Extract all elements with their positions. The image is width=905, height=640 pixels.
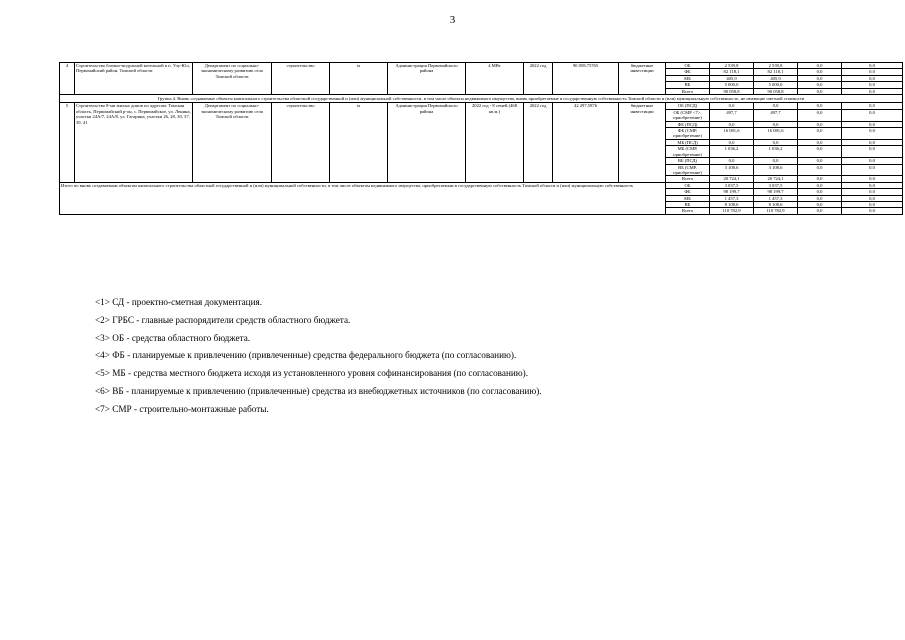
- customer: Администрация Первомайского района: [388, 63, 466, 95]
- funding-amount-3: 0,0: [798, 189, 842, 195]
- estimated-cost: 90 058,75765: [553, 63, 619, 95]
- object-name: Строительство блочно-модульной котельной в п. Улу-Юл, Первомайский район, Томской области: [75, 63, 193, 95]
- table-row: [60, 182, 903, 188]
- estimated-cost: 42 297,5876: [553, 103, 619, 182]
- capital-construction-table: [59, 62, 903, 215]
- funding-source: ОБ: [666, 63, 710, 69]
- funding-amount-4: 0,0: [842, 164, 903, 176]
- funding-amount-2: 405,9: [754, 75, 798, 81]
- customer: Администрация Первомайского района: [388, 103, 466, 182]
- funding-source: ФБ: [666, 69, 710, 75]
- funding-amount-1: 20 724,1: [710, 176, 754, 182]
- funding-source: ОБ (СМР <7>, приобретение): [666, 109, 710, 121]
- funding-amount-1: 16 081,6: [710, 128, 754, 140]
- funding-source: ВБ: [666, 201, 710, 207]
- funding-source: ФБ (СМР, приобретение): [666, 128, 710, 140]
- footnote-7: <7> СМР - строительно-монтажные работы.: [95, 403, 269, 414]
- funding-amount-3: 0,0: [798, 82, 842, 88]
- funding-amount-1: 0,0: [710, 158, 754, 164]
- footnote-6: <6> ВБ - планируемые к привлечению (привлеченные) средства из внебюджетных источников (по согласованию).: [95, 385, 542, 396]
- work-type: строительство: [272, 103, 330, 182]
- funding-amount-2: 497,7: [754, 109, 798, 121]
- footnote-4: <4> ФБ - планируемые к привлечению (привлеченные) средства федерального бюджета (по согласованию).: [95, 350, 517, 361]
- funding-amount-4: 0,0: [842, 103, 903, 109]
- funding-amount-4: 0,0: [842, 176, 903, 182]
- funding-source: МБ (СМР, приобретение): [666, 146, 710, 158]
- funding-amount-2: 16 081,6: [754, 128, 798, 140]
- funding-amount-3: 0,0: [798, 103, 842, 109]
- funding-amount-4: 0,0: [842, 88, 903, 94]
- funding-amount-3: 0,0: [798, 75, 842, 81]
- funding-amount-3: 0,0: [798, 182, 842, 188]
- funding-amount-2: 0,0: [754, 139, 798, 145]
- funding-amount-4: 0,0: [842, 182, 903, 188]
- funding-source: ВБ: [666, 82, 710, 88]
- funding-amount-3: 0,0: [798, 109, 842, 121]
- funding-amount-3: 0,0: [798, 201, 842, 207]
- funding-amount-2: 3 108,6: [754, 164, 798, 176]
- investment-form: бюджетные инвестиции: [619, 63, 666, 95]
- funding-source: МБ (ПСД): [666, 139, 710, 145]
- investment-form: бюджетные инвестиции: [619, 103, 666, 182]
- funding-amount-1: 0,0: [710, 139, 754, 145]
- funding-amount-4: 0,0: [842, 109, 903, 121]
- funding-amount-1: 1 036,2: [710, 146, 754, 158]
- funding-amount-4: 0,0: [842, 121, 903, 127]
- funding-source: ОБ: [666, 182, 710, 188]
- funding-amount-1: 90 058,8: [710, 88, 754, 94]
- funding-source: ВБ (ПСД): [666, 158, 710, 164]
- funding-amount-3: 0,0: [798, 164, 842, 176]
- funding-amount-1: 3 108,6: [710, 164, 754, 176]
- funding-amount-1: 1 457,3: [710, 195, 754, 201]
- capacity: 4 МВт: [466, 63, 524, 95]
- funding-amount-3: 0,0: [798, 121, 842, 127]
- funding-amount-2: 1 036,2: [754, 146, 798, 158]
- funding-amount-3: 0,0: [798, 158, 842, 164]
- funding-amount-1: 110 782,9: [710, 208, 754, 214]
- funding-amount-1: 3 037,5: [710, 182, 754, 188]
- funding-source: ОБ (ПСД): [666, 103, 710, 109]
- funding-amount-4: 0,0: [842, 75, 903, 81]
- funding-amount-2: 2 539,8: [754, 63, 798, 69]
- funding-amount-2: 5 000,0: [754, 82, 798, 88]
- funding-amount-2: 0,0: [754, 158, 798, 164]
- funding-amount-2: 98 199,7: [754, 189, 798, 195]
- table-row: [60, 63, 903, 69]
- funding-source: ФБ: [666, 189, 710, 195]
- funding-amount-4: 0,0: [842, 189, 903, 195]
- unit: м: [330, 103, 388, 182]
- work-type: строительство: [272, 63, 330, 95]
- funding-amount-4: 0,0: [842, 82, 903, 88]
- deadline-year: 2022 год: [524, 63, 553, 95]
- totals-label: Итого по вновь создаваемым объектам капитального строительства областной государственной и (или) муниципальной собственности, в том числе объектам недвижимого имущества, приобретаемым в государственную собственность Томской области и (или) муниципальную собственность: [60, 182, 666, 214]
- footnote-5: <5> МБ - средства местного бюджета исходя из установленного уровня софинансирования (по согласованию).: [95, 368, 529, 379]
- funding-amount-1: 8 108,6: [710, 201, 754, 207]
- funding-source: Всего: [666, 208, 710, 214]
- funding-amount-4: 0,0: [842, 139, 903, 145]
- funding-amount-3: 0,0: [798, 176, 842, 182]
- funding-amount-2: 1 457,3: [754, 195, 798, 201]
- grbs: Департамент по социально-экономическому развитию села Томской области: [193, 63, 272, 95]
- funding-source: Всего: [666, 176, 710, 182]
- funding-amount-3: 0,0: [798, 146, 842, 158]
- funding-amount-3: 0,0: [798, 88, 842, 94]
- unit: м: [330, 63, 388, 95]
- funding-amount-1: 497,7: [710, 109, 754, 121]
- funding-source: ВБ (СМР, приобретение): [666, 164, 710, 176]
- funding-amount-4: 0,0: [842, 128, 903, 140]
- funding-source: Всего: [666, 88, 710, 94]
- funding-amount-1: 0,0: [710, 121, 754, 127]
- footnotes: [95, 294, 855, 419]
- object-name: Строительство 8-ми жилых домов по адресам: Томская область, Первомайский р-он, с. Первомайское, ул. Ленина, участки 24А/7, 24А/8, ул. Гагарина, участки 26, 28, 30, 37, 39, 41: [75, 103, 193, 182]
- capacity: 2022 год - 8 семей (468 кв.м.): [466, 103, 524, 182]
- object-number: 4: [60, 63, 75, 95]
- funding-amount-4: 0,0: [842, 69, 903, 75]
- funding-amount-3: 0,0: [798, 208, 842, 214]
- funding-amount-2: 0,0: [754, 121, 798, 127]
- funding-source: МБ: [666, 75, 710, 81]
- page-number: 3: [449, 14, 456, 26]
- funding-amount-4: 0,0: [842, 201, 903, 207]
- funding-amount-3: 0,0: [798, 69, 842, 75]
- funding-amount-2: 0,0: [754, 103, 798, 109]
- funding-amount-1: 405,9: [710, 75, 754, 81]
- deadline-year: 2022 год: [524, 103, 553, 182]
- funding-source: МБ: [666, 195, 710, 201]
- funding-amount-4: 0,0: [842, 208, 903, 214]
- funding-amount-1: 5 000,0: [710, 82, 754, 88]
- footnote-1: <1> СД - проектно-сметная документация.: [95, 297, 263, 307]
- footnote-2: <2> ГРБС - главные распорядители средств областного бюджета.: [95, 314, 351, 325]
- funding-amount-1: 82 118,1: [710, 69, 754, 75]
- footnote-3: <3> ОБ - средства областного бюджета.: [95, 332, 251, 343]
- funding-amount-2: 110 782,9: [754, 208, 798, 214]
- funding-amount-2: 20 724,1: [754, 176, 798, 182]
- grbs: Департамент по социально-экономическому развитию села Томской области: [193, 103, 272, 182]
- funding-amount-3: 0,0: [798, 128, 842, 140]
- funding-source: ФБ (ПСД): [666, 121, 710, 127]
- funding-amount-2: 3 037,5: [754, 182, 798, 188]
- funding-amount-1: 98 199,7: [710, 189, 754, 195]
- funding-amount-2: 82 118,1: [754, 69, 798, 75]
- funding-amount-4: 0,0: [842, 63, 903, 69]
- funding-amount-1: 2 539,8: [710, 63, 754, 69]
- funding-amount-4: 0,0: [842, 195, 903, 201]
- funding-amount-1: 0,0: [710, 103, 754, 109]
- funding-amount-2: 8 108,6: [754, 201, 798, 207]
- funding-amount-3: 0,0: [798, 195, 842, 201]
- object-number: 5: [60, 103, 75, 182]
- group-header-row: [60, 95, 903, 103]
- group-4-title: Группа 4. Вновь создаваемые объекты капитального строительства областной государственной и (или) муниципальной собственности, в том числе объекты недвижимого имущества, вновь приобретаемые в государственную собственность Томской области и (или) муниципальную собственность, не имеющие сметной стоимости: [60, 95, 903, 103]
- funding-amount-4: 0,0: [842, 146, 903, 158]
- funding-amount-3: 0,0: [798, 139, 842, 145]
- funding-amount-3: 0,0: [798, 63, 842, 69]
- table-row: [60, 103, 903, 109]
- funding-amount-2: 90 058,8: [754, 88, 798, 94]
- funding-amount-4: 0,0: [842, 158, 903, 164]
